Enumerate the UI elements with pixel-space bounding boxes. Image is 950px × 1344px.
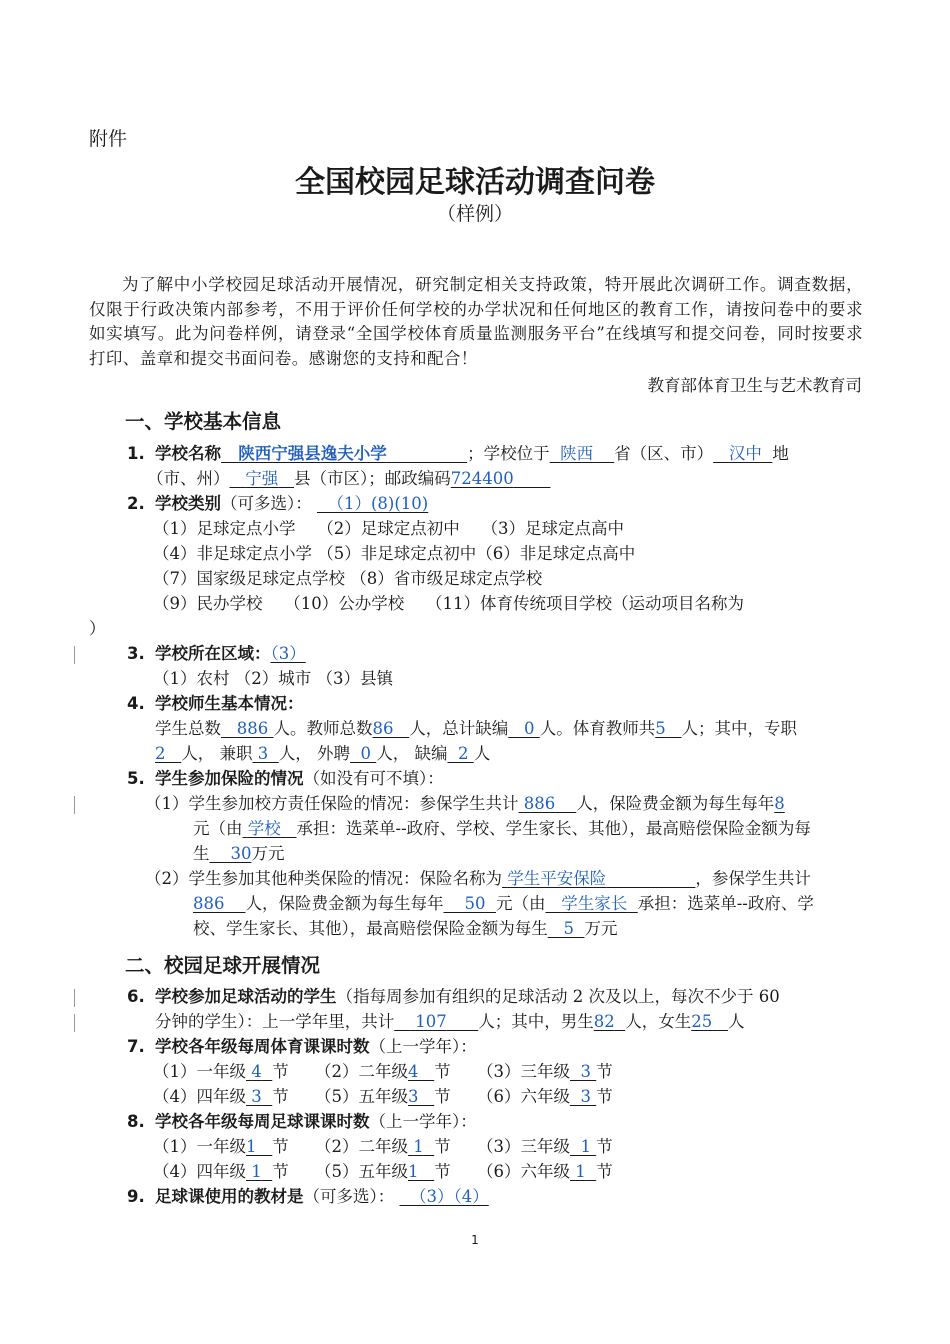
liability-fee-answer[interactable]: 8 [774,794,785,813]
question-5a-line-1: （1）学生参加校方责任保险的情况：参保学生共计 886 人，保险费金额为每生每年8 [145,794,785,813]
question-5b-line-1: （2）学生参加其他种类保险的情况：保险名称为 学生平安保险 ，参保学生共计 [145,869,811,888]
question-6-line-1: 6. 学校参加足球活动的学生（指每周参加有组织的足球活动 2 次及以上，每次不少于 60 [127,987,780,1006]
question-4-line-3: 2 人， 兼职 3 人， 外聘 0 人， 缺编 2 人 [155,744,491,763]
revision-bar [74,989,75,1007]
liability-payer-answer[interactable]: 学校 [247,819,281,838]
question-number: 1. [127,444,145,463]
region-options: （1）农村 （2）城市 （3）县镇 [153,669,393,688]
question-5-label-line: 5. 学生参加保险的情况（如没有可不填）： [127,769,444,788]
other-max-answer[interactable]: 5 [563,919,574,938]
revision-bar [74,646,75,664]
page-subtitle: （样例） [436,203,513,225]
teacher-count-answer[interactable]: 86 [372,719,394,738]
external-pe-answer[interactable]: 0 [360,744,371,763]
pe-teacher-count-answer[interactable]: 5 [655,719,666,738]
pe-hours-grade-6[interactable]: 3 [580,1087,591,1106]
school-type-answer[interactable]: （1）(8)(10) [327,494,429,513]
postcode-answer[interactable]: 724400 [450,469,514,488]
revision-bar [74,796,75,814]
other-insured-count-answer[interactable]: 886 [193,894,225,913]
section-heading-basic-info: 一、学校基本信息 [125,410,282,433]
question-1-line-2: （市、州） 宁强 县（市区）；邮政编码724400 [147,467,550,491]
question-5b-line-3: 校、学生家长、其他），最高赔偿保险金额为每生 5 万元 [193,919,618,938]
football-hours-grade-6[interactable]: 1 [575,1162,586,1181]
pe-hours-row-1: （1）一年级 4 节 （2）二年级4 节 （3）三年级 3 节 [153,1062,613,1081]
pe-hours-grade-4[interactable]: 3 [251,1087,262,1106]
question-8-label-line: 8. 学校各年级每周足球课课时数（上一学年）： [127,1112,477,1131]
pe-hours-row-2: （4）四年级 3 节 （5）五年级3 节 （6）六年级 3 节 [153,1087,613,1106]
vacancy-answer[interactable]: 0 [524,719,535,738]
question-5a-line-2: 元（由 学校 承担：选菜单--政府、学校、学生家长、其他），最高赔偿保险金额为每 [193,819,811,838]
question-label: 学校名称 [155,444,221,463]
other-fee-answer[interactable]: 50 [464,894,486,913]
football-female-answer[interactable]: 25 [691,1012,713,1031]
question-4-label-line: 4. 学校师生基本情况： [127,694,304,713]
school-type-options-3: （7）国家级足球定点学校 （8）省市级足球定点学校 [153,569,543,588]
football-hours-grade-2[interactable]: 1 [413,1137,424,1156]
intro-paragraph: 为了解中小学校园足球活动开展情况，研究制定相关支持政策，特开展此次调研工作。调查数据，仅限于行政决策内部参考，不用于评价任何学校的办学状况和任何地区的教育工作，请按问卷中的要求如实填写。此为问卷样例，请登录“全国学校体育质量监测服务平台”在线填写和提交问卷，同时按要求打印、盖章和提交书面问卷。感谢您的支持和配合！ [89,275,863,368]
football-hours-grade-4[interactable]: 1 [251,1162,262,1181]
student-count-answer[interactable]: 886 [236,719,269,738]
revision-bar [74,1014,75,1032]
question-2-line-1: 2. 学校类别（可多选）： （1）(8)(10) [127,494,429,513]
page-number: 1 [471,1233,479,1247]
province-answer[interactable]: 陕西 [560,444,594,463]
question-1-line-1: 1. 学校名称 陕西宁强县逸夫小学 ；学校位于 陕西 省（区、市） 汉中 地 [127,442,789,466]
question-7-label-line: 7. 学校各年级每周体育课课时数（上一学年）： [127,1037,477,1056]
fulltime-pe-answer[interactable]: 2 [155,744,166,763]
football-male-answer[interactable]: 82 [593,1012,615,1031]
question-5b-line-2: 886 人，保险费金额为每生每年 50 元（由 学生家长 承担：选菜单--政府、学 [193,894,814,913]
pe-vacancy-answer[interactable]: 2 [458,744,469,763]
question-6-line-2: 分钟的学生）：上一学年里，共计 107 人；其中，男生82 人，女生25 人 [155,1012,745,1031]
section-heading-football-activities: 二、校园足球开展情况 [125,954,321,977]
other-insurance-name-answer[interactable]: 学生平安保险 [507,869,607,888]
pe-hours-grade-3[interactable]: 3 [580,1062,591,1081]
liability-insured-count-answer[interactable]: 886 [523,794,556,813]
school-type-options-1: （1）足球定点小学 （2）足球定点初中 （3）足球定点高中 [153,519,624,538]
pe-hours-grade-5[interactable]: 3 [407,1087,419,1106]
football-hours-grade-3[interactable]: 1 [580,1137,591,1156]
question-5a-line-3: 生 30万元 [193,844,285,863]
textbook-answer[interactable]: （3）（4） [410,1187,489,1206]
pe-hours-grade-1[interactable]: 4 [251,1062,262,1081]
school-type-options-4: （9）民办学校 （10）公办学校 （11）体育传统项目学校（运动项目名称为 [153,594,744,613]
football-hours-grade-1[interactable]: 1 [246,1137,257,1156]
football-hours-row-1: （1）一年级1 节 （2）二年级 1 节 （3）三年级 1 节 [153,1137,613,1156]
question-3-line-1: 3. 学校所在区域：（3） [127,644,306,663]
attachment-label: 附件 [89,128,128,150]
school-type-options-5: ） [89,619,106,638]
county-answer[interactable]: 宁强 [245,469,279,488]
football-hours-row-2: （4）四年级 1 节 （5）五年级1 节 （6）六年级 1 节 [153,1162,613,1181]
liability-max-answer[interactable]: 30 [230,844,252,863]
page-title: 全国校园足球活动调查问卷 [295,165,655,200]
school-type-options-2: （4）非足球定点小学 （5）非足球定点初中（6）非足球定点高中 [153,544,636,563]
city-answer[interactable]: 汉中 [728,444,762,463]
question-4-line-2: 学生总数 886 人。教师总数86 人，总计缺编 0 人。体育教师共5 人；其中，专职 [155,719,797,738]
football-hours-grade-5[interactable]: 1 [407,1162,419,1181]
other-payer-answer[interactable]: 学生家长 [561,894,628,913]
region-answer[interactable]: （3） [270,644,306,663]
football-students-total-answer[interactable]: 107 [415,1012,447,1031]
parttime-pe-answer[interactable]: 3 [257,744,269,763]
pe-hours-grade-2[interactable]: 4 [407,1062,419,1081]
school-name-answer[interactable]: 陕西宁强县逸夫小学 [238,444,387,463]
signature: 教育部体育卫生与艺术教育司 [647,376,862,395]
question-9-line-1: 9. 足球课使用的教材是（可多选）： （3）（4） [127,1187,489,1206]
